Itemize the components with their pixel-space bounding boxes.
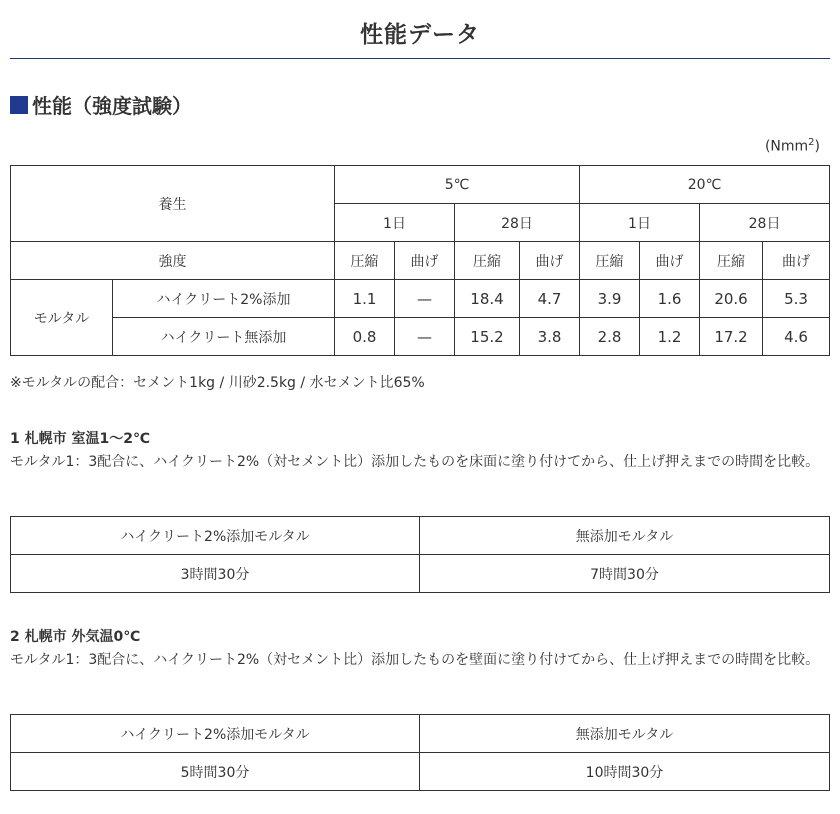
test-type-header: 曲げ: [395, 242, 455, 280]
table-row: [11, 318, 830, 356]
comparison-table: [10, 516, 830, 593]
comparison-header: ハイクリート2%添加モルタル: [11, 715, 420, 753]
table-cell: —: [395, 280, 455, 318]
title-divider: [10, 58, 830, 59]
curing-header: 養生: [11, 166, 335, 242]
condition-title: 2 札幌市 外気温0℃: [10, 629, 141, 645]
table-cell: 5.3: [763, 280, 830, 318]
test-type-header: 圧縮: [580, 242, 640, 280]
condition-title: 1 札幌市 室温1～2℃: [10, 431, 150, 447]
temp-header: 5℃: [335, 166, 580, 204]
age-header: 28日: [455, 204, 580, 242]
condition-description: モルタル1：3配合に、ハイクリート2%（対セメント比）添加したものを壁面に塗り付けてから、仕上げ押えまでの時間を比較。: [10, 652, 820, 668]
comparison-value: 7時間30分: [420, 555, 830, 593]
test-type-header: 曲げ: [640, 242, 700, 280]
section-heading: [10, 90, 192, 119]
table-row: [11, 280, 830, 318]
test-type-header: 圧縮: [700, 242, 763, 280]
unit-label: (Nmm$^2$): [764, 137, 820, 155]
table-cell: 20.6: [700, 280, 763, 318]
table-cell: 15.2: [455, 318, 520, 356]
table-cell: 3.8: [520, 318, 580, 356]
table-cell: 1.1: [335, 280, 395, 318]
age-header: 1日: [335, 204, 455, 242]
mix-note: ※モルタルの配合：セメント1kg / 川砂2.5kg / 水セメント比65%: [10, 375, 425, 391]
test-type-header: 圧縮: [455, 242, 520, 280]
section-heading-text: 性能（強度試験）: [32, 94, 192, 118]
square-bullet-icon: [10, 96, 28, 114]
strength-table: [10, 165, 830, 356]
temp-header: 20℃: [580, 166, 830, 204]
comparison-value: 3時間30分: [11, 555, 420, 593]
table-cell: 1.2: [640, 318, 700, 356]
age-header: 1日: [580, 204, 700, 242]
comparison-value: 5時間30分: [11, 753, 420, 791]
table-cell: 0.8: [335, 318, 395, 356]
test-type-header: 圧縮: [335, 242, 395, 280]
table-cell: —: [395, 318, 455, 356]
comparison-header: 無添加モルタル: [420, 715, 830, 753]
test-type-header: 曲げ: [763, 242, 830, 280]
comparison-table: [10, 714, 830, 791]
table-cell: 1.6: [640, 280, 700, 318]
table-cell: 2.8: [580, 318, 640, 356]
table-cell: 18.4: [455, 280, 520, 318]
comparison-header: 無添加モルタル: [420, 517, 830, 555]
row-label: ハイクリート無添加: [113, 318, 335, 356]
table-cell: 3.9: [580, 280, 640, 318]
strength-header: 強度: [11, 242, 335, 280]
page-title: 性能データ: [360, 22, 480, 48]
comparison-header: ハイクリート2%添加モルタル: [11, 517, 420, 555]
test-type-header: 曲げ: [520, 242, 580, 280]
table-cell: 17.2: [700, 318, 763, 356]
group-label: モルタル: [11, 280, 113, 356]
comparison-value: 10時間30分: [420, 753, 830, 791]
row-label: ハイクリート2%添加: [113, 280, 335, 318]
table-cell: 4.7: [520, 280, 580, 318]
age-header: 28日: [700, 204, 830, 242]
condition-description: モルタル1：3配合に、ハイクリート2%（対セメント比）添加したものを床面に塗り付けてから、仕上げ押えまでの時間を比較。: [10, 454, 820, 470]
table-cell: 4.6: [763, 318, 830, 356]
